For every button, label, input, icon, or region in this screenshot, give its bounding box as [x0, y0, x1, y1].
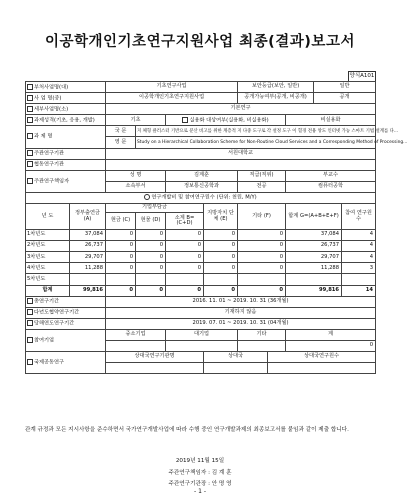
inkind-cell: 0 — [136, 263, 166, 274]
large-biz-count — [166, 340, 238, 351]
total-cell: 11,288 — [286, 263, 342, 274]
lead-org-label: 주관연구기관 — [26, 148, 106, 159]
name-value: 김계훈 — [166, 170, 238, 181]
gov-cell: 29,707 — [70, 252, 106, 263]
other-cell: 0 — [238, 230, 286, 241]
other-cell — [238, 274, 286, 285]
public-label: 공개가능여부(공개, 비공개) — [238, 93, 314, 104]
col-year-header: 년 도 — [26, 204, 70, 230]
sum-sub: 0 — [166, 285, 204, 296]
total-cell: 29,707 — [286, 252, 342, 263]
position-value: 부교수 — [286, 170, 376, 181]
submission-date: 2019년 11월 15일 — [175, 458, 225, 464]
col-people-header: 참여 연구원수 — [342, 204, 376, 230]
local-cell: 0 — [204, 252, 238, 263]
table-row-total — [26, 285, 376, 296]
security-label: 보안등급(보안, 일반) — [238, 82, 314, 93]
security-value: 일반 — [314, 82, 376, 93]
checkbox-square-icon — [27, 359, 33, 365]
checkbox-square-icon — [27, 117, 33, 123]
other-cell: 0 — [238, 241, 286, 252]
other-biz-count — [238, 340, 286, 351]
current-period-value: 2019. 07. 01 ~ 2019. 10. 31 (04개월) — [106, 318, 376, 329]
local-cell: 0 — [204, 230, 238, 241]
people-cell: 4 — [342, 252, 376, 263]
task-label: 과 제 명 — [26, 126, 106, 148]
secret-label: 실용화 대상여부(실용화, 비실용화) — [166, 115, 286, 126]
table-row — [26, 252, 376, 263]
sum-local: 0 — [204, 285, 238, 296]
submission-notice: 관계 규정과 모든 지시사항을 준수하면서 국가연구개발사업에 따라 수행 중인 연구개발과제의 최종보고서를 붙임과 같이 제출 합니다. — [25, 427, 349, 433]
people-cell: 4 — [342, 241, 376, 252]
kor-title-value: 지 체형 클러스터 기반으로 분산 비고를 위한 계층적 지 다중 도구로 각 설정 도구 이 혈경 전용 앙도 인터넷 가능 스마트 기법 설계를 다... — [136, 126, 376, 137]
year-cell: 2차년도 — [26, 241, 70, 252]
large-biz-header: 대기업 — [166, 329, 238, 340]
total-cell: 26,737 — [286, 241, 342, 252]
col-subtotal-header: 소계 B=(C+D) — [166, 213, 204, 230]
people-cell — [342, 274, 376, 285]
checkbox-square-icon — [27, 161, 33, 167]
local-cell: 0 — [204, 263, 238, 274]
total-cell: 37,084 — [286, 230, 342, 241]
sum-people: 14 — [342, 285, 376, 296]
other-cell: 0 — [238, 263, 286, 274]
checkbox-square-icon — [27, 84, 33, 90]
multi-period-value: 기재하지 않음 — [106, 307, 376, 318]
total-period-value: 2016. 11. 01 ~ 2019. 10. 31 (36개월) — [106, 296, 376, 307]
inkind-cell: 0 — [136, 252, 166, 263]
sub-cell: 0 — [166, 263, 204, 274]
intl-nation-value — [204, 363, 268, 374]
year-cell: 4차년도 — [26, 263, 70, 274]
checkbox-square-icon — [27, 337, 33, 343]
people-cell: 3 — [342, 263, 376, 274]
project-type-label: 사 업 명(중) — [26, 93, 106, 104]
current-period-label: 당해연도연구기간 — [26, 318, 106, 329]
small-biz-header: 중소기업 — [106, 329, 166, 340]
year-cell: 3차년도 — [26, 252, 70, 263]
name-label: 성 명 — [106, 170, 166, 181]
col-other-header: 기타 (F) — [238, 204, 286, 230]
small-biz-count — [106, 340, 166, 351]
dept-value: 정보통신공학과 — [166, 181, 238, 192]
year-cell: 5차년도 — [26, 274, 70, 285]
detail-label: 세부사업명(소) — [26, 104, 106, 115]
lead-org-value: 서원대학교 — [106, 148, 376, 159]
major-label: 전공 — [238, 181, 286, 192]
total-cell — [286, 274, 342, 285]
category-label: 과제성격(기초, 응용, 개발) — [26, 115, 106, 126]
project-type-value: 이공학개인기초연구지원사업 — [106, 93, 238, 104]
org-total-header: 계 — [286, 329, 376, 340]
table-row — [26, 230, 376, 241]
total-period-label: 총연구기간 — [26, 296, 106, 307]
partner-org-label: 협동연구기관 — [26, 159, 106, 170]
eng-title-value: Study on a Hierarchical Collaboration Scheme for Non-Routine Cloud Services and a Corresponding Method of Processing... — [136, 137, 376, 148]
checkbox-square-icon — [27, 320, 33, 326]
kor-label: 국 문 — [106, 126, 136, 137]
sub-cell — [166, 274, 204, 285]
gov-cell — [70, 274, 106, 285]
intl-people-header: 상대국연구원수 — [268, 352, 376, 363]
inkind-cell — [136, 274, 166, 285]
cash-cell: 0 — [106, 241, 136, 252]
checkbox-square-icon — [27, 309, 33, 315]
checkbox-square-icon — [27, 178, 33, 184]
year-cell: 1차년도 — [26, 230, 70, 241]
dept-label: 소속부서 — [106, 181, 166, 192]
table-row — [26, 241, 376, 252]
secret-value: 비실용화 — [286, 115, 376, 126]
cash-cell: 0 — [106, 230, 136, 241]
pi-signature: 주관연구책임자 : 김 계 훈 — [168, 470, 232, 476]
sum-other: 0 — [238, 285, 286, 296]
other-biz-header: 기타 — [238, 329, 286, 340]
people-cell: 4 — [342, 230, 376, 241]
gov-cell: 11,288 — [70, 263, 106, 274]
table-row — [26, 263, 376, 274]
sum-cash: 0 — [106, 285, 136, 296]
sub-cell: 0 — [166, 252, 204, 263]
local-cell — [204, 274, 238, 285]
gov-cell: 26,737 — [70, 241, 106, 252]
col-gov-header: 정부출연금 (A) — [70, 204, 106, 230]
checkbox-square-icon — [182, 117, 188, 123]
intl-org-header: 상대국연구기관명 — [106, 352, 204, 363]
major-value: 컴퓨터공학 — [286, 181, 376, 192]
checkbox-square-icon — [27, 150, 33, 156]
report-form-table — [25, 81, 407, 374]
checkbox-square-icon — [27, 106, 33, 112]
page-number: - 1 - — [194, 488, 206, 495]
participant-org-label: 참여기업 — [26, 329, 106, 351]
intl-people-value — [268, 363, 376, 374]
position-label: 직급(직위) — [238, 170, 286, 181]
col-inkind-header: 현물 (D) — [136, 213, 166, 230]
program-label: 부처사업명(대) — [26, 82, 106, 93]
other-cell: 0 — [238, 252, 286, 263]
pi-label: 주관연구책임자 — [26, 170, 106, 192]
intl-nation-header: 상대국 — [204, 352, 268, 363]
cash-cell: 0 — [106, 263, 136, 274]
budget-heading: 연구개발비 및 참여연구원수 (단위: 천원, M/Y) — [26, 192, 376, 203]
table-row — [26, 274, 376, 285]
cash-cell — [106, 274, 136, 285]
col-private-header: 기업부담금 — [106, 204, 204, 213]
category-value: 기초 — [106, 115, 166, 126]
program-value: 기초연구사업 — [106, 82, 238, 93]
gov-cell: 37,084 — [70, 230, 106, 241]
checkbox-square-icon — [27, 133, 33, 139]
multi-period-label: 다년도협약연구기간 — [26, 307, 106, 318]
document-title: 이공학개인기초연구지원사업 최종(결과)보고서 — [45, 34, 355, 50]
checkbox-square-icon — [27, 95, 33, 101]
head-signature: 주관연구기관장 : 안 명 영 — [168, 481, 232, 487]
partner-org-value — [106, 159, 376, 170]
col-total-header: 합계 G=(A+B+E+F) — [286, 204, 342, 230]
col-local-header: 지방자치 단체 (E) — [204, 204, 238, 230]
sum-label: 합계 — [26, 285, 70, 296]
org-total-count: 0 — [286, 340, 376, 351]
public-value: 공개 — [314, 93, 376, 104]
sum-total: 99,816 — [286, 285, 342, 296]
circle-bullet-icon — [144, 194, 150, 200]
inkind-cell: 0 — [136, 230, 166, 241]
local-cell: 0 — [204, 241, 238, 252]
checkbox-square-icon — [27, 298, 33, 304]
sum-inkind: 0 — [136, 285, 166, 296]
sub-cell: 0 — [166, 230, 204, 241]
cash-cell: 0 — [106, 252, 136, 263]
inkind-cell: 0 — [136, 241, 166, 252]
col-cash-header: 현금 (C) — [106, 213, 136, 230]
detail-value: 기본연구 — [106, 104, 376, 115]
eng-label: 영 문 — [106, 137, 136, 148]
sub-cell: 0 — [166, 241, 204, 252]
form-id-badge: 양식A101 — [348, 71, 376, 82]
intl-label: 국제공동연구 — [26, 352, 106, 374]
intl-org-value — [106, 363, 204, 374]
sum-gov: 99,816 — [70, 285, 106, 296]
